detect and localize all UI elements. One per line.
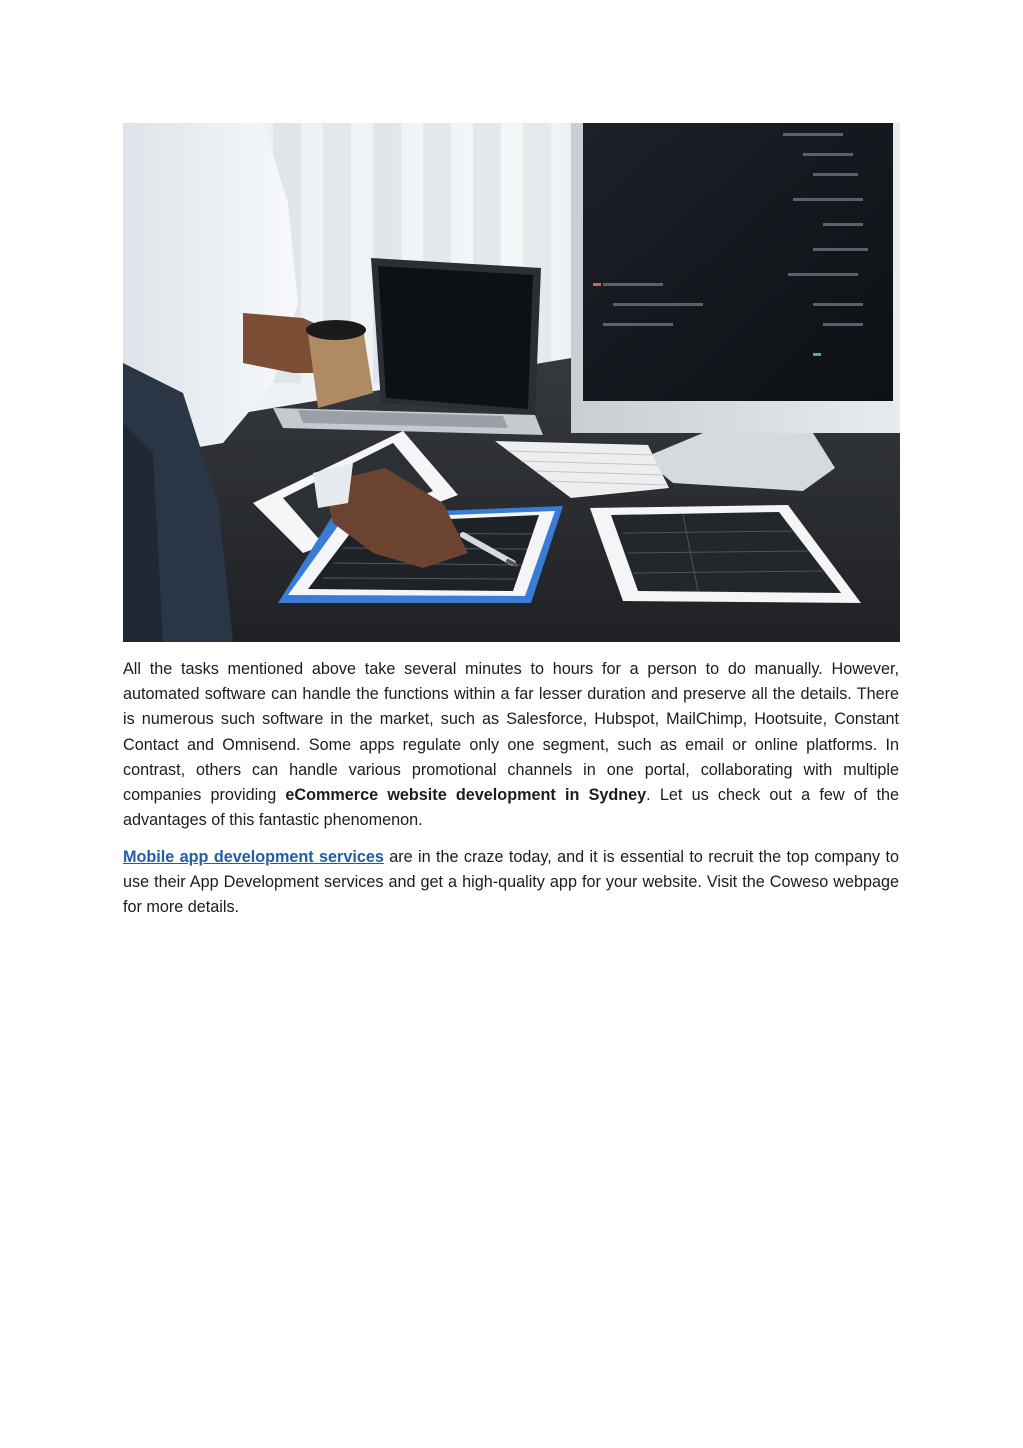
body-paragraph-1 bbox=[123, 657, 899, 833]
paragraph-2-text-after: are in the craze today, and it is essential to recruit the top company to use their App Development services and get a high-quality app for your website. Visit the Coweso webpage for more details. bbox=[123, 848, 899, 917]
office-photo-illustration bbox=[123, 123, 900, 642]
paragraph-1-bold-phrase: eCommerce website development in Sydney bbox=[285, 786, 647, 805]
paragraph-1-text-after: . Let us check out a few of the advantages of this fantastic phenomenon. bbox=[123, 786, 900, 830]
office-photo bbox=[123, 123, 900, 642]
body-paragraph-2 bbox=[123, 845, 899, 921]
paragraph-1-text-before: All the tasks mentioned above take several minutes to hours for a person to do manually. However, automated software can handle the functions within a far lesser duration and preserve all the details. There is numerous such software in the market, such as Salesforce, Hubspot, MailChimp, Hootsuite, Constant Contact and Omnisend. Some apps regulate only one segment, such as email or online platforms. In contrast, others can handle various promotional channels in one portal, collaborating with multiple companies providing bbox=[123, 660, 899, 805]
mobile-app-development-link[interactable]: Mobile app development services bbox=[123, 848, 384, 866]
